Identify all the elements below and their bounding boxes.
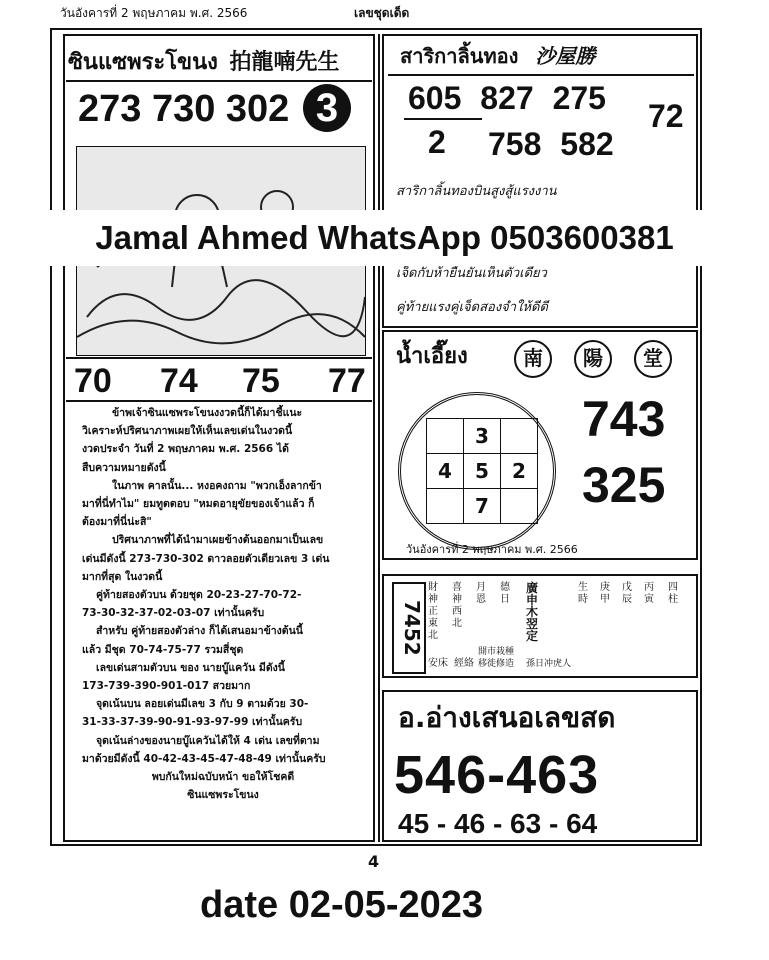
mid-date-line: วันอังคารที่ 2 พฤษภาคม พ.ศ. 2566	[406, 543, 578, 556]
grid-cell: 5	[464, 454, 501, 489]
right-top-title-thai: สาริกาลิ้นทอง	[400, 44, 519, 68]
calendar-col: 庚 甲	[600, 582, 610, 605]
divider	[66, 80, 372, 82]
highlight-number-2: 325	[582, 457, 666, 513]
calendar-col: 生 時	[578, 582, 588, 605]
left-title	[68, 44, 372, 78]
brand-label: เลขชุดเด็ด	[354, 6, 410, 20]
left-title-thai: ซินแซพระโขนง	[68, 50, 218, 75]
calendar-note: 經絡	[454, 658, 474, 669]
calendar-col: 喜 神 西 北	[452, 582, 462, 629]
calendar-col: 戊 辰	[622, 582, 632, 605]
calendar-col: 廣 申 木 翌 定	[526, 581, 539, 643]
calendar-col: 月 恩	[476, 582, 486, 605]
lead-digit-badge: 3	[303, 84, 351, 132]
footer-date: date 02-05-2023	[200, 884, 484, 926]
side-number: 72	[648, 98, 684, 134]
text-line: มาที่นี่ทำไม" ยมทูตตอบ "หมดอายุขัยของเจ้าแล้ว ก็	[82, 498, 315, 511]
text-line: ปริศนาภาพที่ได้นำมาเผยข้างต้นออกมาเป็นเลข	[112, 534, 324, 547]
text-line: วิเคราะห์ปริศนาภาพเผยให้เห็นเลขเด่นในงวดนี้	[82, 425, 293, 438]
text-line: คู่ท้ายสองตัวบน ด้วยชุด 20-23-27-70-72-	[96, 589, 302, 602]
big-number: 546-463	[394, 745, 600, 805]
number-grid	[426, 418, 538, 524]
grid-cell: 4	[427, 454, 464, 489]
right-top-title-chinese: 沙屋勝	[535, 44, 596, 68]
number-row-2	[488, 126, 614, 163]
page-number: 4	[368, 852, 380, 871]
calendar-note: 孫日冲虎人	[526, 659, 572, 669]
left-numbers: 273 730 302	[78, 88, 290, 130]
divider	[66, 400, 372, 402]
text-line: สืบความหมายดังนี้	[82, 461, 166, 474]
text-line: 73-30-32-37-02-03-07 เท่านั้นครับ	[82, 607, 265, 620]
row2-number: 2	[428, 124, 446, 160]
grid-cell: 3	[464, 419, 501, 454]
stamp-south: 南	[514, 340, 552, 378]
column-divider	[378, 34, 380, 842]
divider	[388, 74, 694, 76]
row2-number: 582	[560, 126, 614, 162]
calendar-vertical-number: 7452	[392, 582, 426, 674]
stamp-hall: 堂	[634, 340, 672, 378]
grid-cell	[427, 489, 464, 524]
poem-line: สาริกาลิ้นทองบินสูงสู้แรงงาน	[396, 184, 557, 199]
right-top-title	[400, 40, 690, 72]
text-line: เด่นมีดังนี้ 273-730-302 ดาวลอยตัวเดียวเลข 3 เด่น	[82, 552, 330, 565]
grid-cell: 7	[464, 489, 501, 524]
calendar-note: 移徙修造	[478, 659, 515, 669]
text-line: ซินแซพระโขนง	[187, 789, 259, 802]
text-line: ข้าพเจ้าซินแซพระโขนงงวดนี้ก็ได้มาชี้แนะ	[112, 407, 303, 419]
calendar-col: 四 柱	[668, 582, 678, 605]
text-line: พบกันใหม่ฉบับหน้า ขอให้โชคดี	[151, 771, 295, 784]
row1-number: 605	[408, 80, 462, 116]
calendar-note: 開市栽種	[478, 647, 515, 657]
text-line: 31-33-37-39-90-91-93-97-99 เท่านั้นครับ	[82, 716, 303, 729]
number-row-1	[408, 80, 606, 117]
pair-number: 75	[242, 362, 280, 400]
watermark-banner: Jamal Ahmed WhatsApp 0503600381	[0, 210, 769, 266]
pair-numbers: 45 - 46 - 63 - 64	[398, 808, 598, 839]
calendar-col: 丙 寅	[644, 582, 654, 605]
text-line: ต้องมาที่นี่น่ะสิ"	[82, 516, 152, 529]
grid-cell	[501, 419, 538, 454]
left-bottom-numbers	[74, 362, 370, 398]
row1-number: 275	[552, 80, 606, 116]
row1-number: 827	[480, 80, 534, 116]
grid-cell	[501, 489, 538, 524]
text-line: จุดเน้นล่างของนายบู๊แควันได้ให้ 4 เด่น เลขที่ตาม	[96, 734, 320, 747]
text-line: ในภาพ คาลนั้น... หงอคงถาม "พวกเอ็งลากข้า	[112, 479, 322, 492]
text-line: จุดเน้นบน ลอยเด่นมีเลข 3 กับ 9 ตามด้วย 30-	[96, 698, 309, 711]
text-line: 173-739-390-901-017 สวยมาก	[82, 680, 251, 693]
text-line: แล้ว มีชุด 70-74-75-77 รวมสี่ชุด	[82, 643, 244, 656]
grid-cell	[427, 419, 464, 454]
stamp-sun: 陽	[574, 340, 612, 378]
pair-number: 77	[328, 362, 366, 400]
pair-number: 70	[74, 362, 112, 400]
text-line: งวดประจำ วันที่ 2 พฤษภาคม พ.ศ. 2566 ได้	[82, 443, 289, 456]
pair-number: 74	[160, 362, 198, 400]
right-bottom-title: อ.อ่างเสนอเลขสด	[398, 701, 616, 734]
text-line: เลขเด่นสามตัวบน ของ นายบู๊แควัน มีดังนี้	[96, 661, 285, 674]
divider	[66, 357, 372, 359]
text-line: สำหรับ คู่ท้ายสองตัวล่าง ก็ได้เสนอมาข้างต้นนี้	[96, 625, 303, 638]
calendar-note: 安床	[428, 658, 448, 669]
row2-number: 758	[488, 126, 542, 162]
poem-line: คู่ท้ายแรงคู่เจ็ดสองจำให้ดีดี	[396, 300, 548, 315]
left-title-chinese: 拍龍喃先生	[229, 50, 340, 75]
poem-line: เจ็ดกับห้ายืนยันเห็นตัวเดียว	[396, 266, 547, 281]
text-line: มาด้วยมีดังนี้ 40-42-43-45-47-48-49 เท่านั้นครับ	[82, 752, 326, 765]
fraction-line	[404, 118, 482, 120]
calendar-col: 德 日	[500, 582, 510, 605]
highlight-number-1: 743	[582, 391, 666, 447]
top-strip	[50, 0, 700, 24]
right-mid-title: น้ำเอี๊ยง	[396, 344, 468, 369]
calendar-col: 財 神 正 東 北	[428, 582, 438, 641]
text-line: มากที่สุด ในงวดนี้	[82, 570, 163, 583]
calendar-columns	[428, 582, 692, 672]
analysis-text	[82, 404, 364, 834]
issue-date: วันอังคารที่ 2 พฤษภาคม พ.ศ. 2566	[60, 6, 248, 20]
grid-cell: 2	[501, 454, 538, 489]
